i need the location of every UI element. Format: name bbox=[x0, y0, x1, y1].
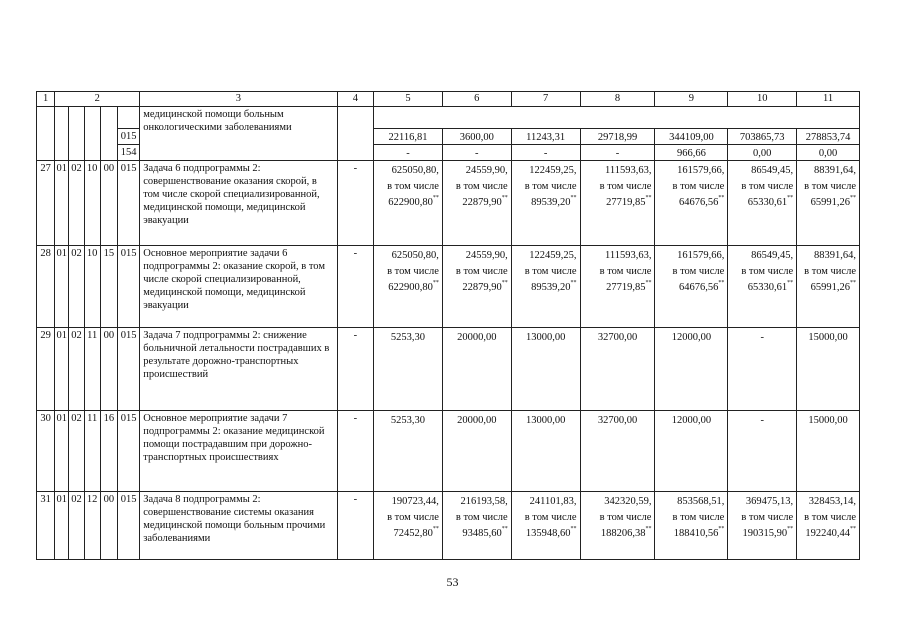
value-total: 32700,00 bbox=[597, 415, 638, 426]
footnote-mark: ** bbox=[501, 280, 508, 286]
value-total: 216193,58, bbox=[460, 496, 508, 507]
value-cell bbox=[442, 411, 511, 492]
table-row bbox=[37, 492, 860, 560]
value-including bbox=[375, 280, 439, 296]
continued-name: медицинской помощи больным онкологическими заболеваниями bbox=[140, 107, 337, 161]
value-including-label: в том числе bbox=[524, 266, 577, 277]
code-cell: 27 bbox=[37, 161, 55, 246]
code-cell: 11 bbox=[84, 328, 100, 411]
value-including-label: в том числе bbox=[455, 266, 508, 277]
value-total: 13000,00 bbox=[525, 415, 566, 426]
value-including-label: в том числе bbox=[455, 181, 508, 192]
value-including bbox=[729, 195, 793, 211]
value-including-label: в том числе bbox=[524, 181, 577, 192]
value-including bbox=[375, 195, 439, 211]
value-total: 12000,00 bbox=[671, 332, 712, 343]
footnote-mark: ** bbox=[570, 195, 577, 201]
value-cell bbox=[797, 161, 860, 246]
header-cell: 6 bbox=[442, 92, 511, 107]
footnote-mark: ** bbox=[645, 526, 652, 532]
footnote-mark: ** bbox=[787, 195, 794, 201]
code-cell: 11 bbox=[84, 411, 100, 492]
value-cell bbox=[374, 411, 443, 492]
code-cell: 01 bbox=[55, 328, 69, 411]
row-name: Задача 6 подпрограммы 2: совершенствование оказания скорой, в том числе скорой специализированной, медицинской помощи, медицинской эвакуации bbox=[140, 161, 337, 246]
value-cell: - bbox=[580, 145, 655, 161]
footnote-mark: ** bbox=[432, 195, 439, 201]
code-cell: 02 bbox=[69, 411, 84, 492]
value-cell bbox=[580, 328, 655, 411]
code-cell: 29 bbox=[37, 328, 55, 411]
value-including-amount: 22879,90 bbox=[462, 197, 502, 208]
value-including-amount: 188410,56 bbox=[673, 528, 719, 539]
value-including bbox=[444, 195, 508, 211]
value-including bbox=[656, 195, 724, 211]
code-cell: 015 bbox=[117, 246, 139, 328]
value-including bbox=[729, 526, 793, 542]
value-cell bbox=[511, 161, 580, 246]
value-cell bbox=[797, 246, 860, 328]
value-including-label: в том числе bbox=[672, 512, 725, 523]
value-cell: 0,00 bbox=[797, 145, 860, 161]
column-number-row bbox=[37, 92, 860, 107]
value-cell bbox=[580, 246, 655, 328]
code-cell: 015 bbox=[117, 492, 139, 560]
footnote-mark: ** bbox=[645, 280, 652, 286]
value-including bbox=[582, 195, 652, 211]
value-total: 20000,00 bbox=[457, 332, 497, 343]
row-name: Основное мероприятие задачи 6 подпрограммы 2: оказание скорой, в том числе скорой специализированной, медицинской помощи, медицинской эвакуации bbox=[140, 246, 337, 328]
value-cell bbox=[442, 246, 511, 328]
value-including-amount: 89539,20 bbox=[531, 282, 571, 293]
code-cell: 30 bbox=[37, 411, 55, 492]
value-including bbox=[656, 526, 724, 542]
value-including-amount: 622900,80 bbox=[388, 282, 433, 293]
code-cell: 015 bbox=[117, 161, 139, 246]
value-including-amount: 22879,90 bbox=[462, 282, 502, 293]
value-cell bbox=[442, 328, 511, 411]
value-including bbox=[444, 280, 508, 296]
value-including-label: в том числе bbox=[599, 266, 652, 277]
footnote-mark: ** bbox=[718, 526, 725, 532]
value-total: 161579,66, bbox=[677, 250, 725, 261]
table-row bbox=[37, 246, 860, 328]
value-cell bbox=[797, 492, 860, 560]
footnote-mark: ** bbox=[432, 526, 439, 532]
value-cell bbox=[655, 492, 728, 560]
value-including bbox=[444, 526, 508, 542]
row-name: Задача 8 подпрограммы 2: совершенствование системы оказания медицинской помощи больным прочими заболеваниями bbox=[140, 492, 337, 560]
value-total: 111593,63, bbox=[604, 165, 652, 176]
value-including-label: в том числе bbox=[524, 512, 577, 523]
value-including-label: в том числе bbox=[672, 266, 725, 277]
code-cell: 00 bbox=[100, 492, 117, 560]
value-including-amount: 188206,38 bbox=[600, 528, 646, 539]
value-cell bbox=[374, 246, 443, 328]
footnote-mark: ** bbox=[718, 280, 725, 286]
value-cell bbox=[728, 246, 797, 328]
value-including-amount: 72452,80 bbox=[393, 528, 433, 539]
footnote-mark: ** bbox=[850, 526, 856, 532]
code-cell: 00 bbox=[100, 161, 117, 246]
value-cell: - bbox=[374, 145, 443, 161]
value-including bbox=[798, 280, 856, 296]
value-cell: 3600,00 bbox=[442, 129, 511, 145]
value-total: 88391,64, bbox=[814, 250, 856, 261]
value-total: 342320,59, bbox=[604, 496, 652, 507]
value-total: 86549,45, bbox=[751, 165, 794, 176]
value-cell bbox=[511, 411, 580, 492]
footnote-mark: ** bbox=[570, 280, 577, 286]
footnote-mark: ** bbox=[850, 195, 856, 201]
value-including-label: в том числе bbox=[741, 266, 794, 277]
value-cell bbox=[374, 492, 443, 560]
code-cell: 015 bbox=[117, 129, 139, 145]
value-cell bbox=[655, 246, 728, 328]
value-including bbox=[798, 195, 856, 211]
value-including-amount: 65991,26 bbox=[810, 282, 850, 293]
value-including-label: в том числе bbox=[804, 181, 856, 192]
header-cell: 8 bbox=[580, 92, 655, 107]
value-cell: - bbox=[511, 145, 580, 161]
footnote-mark: ** bbox=[432, 280, 439, 286]
value-total: 241101,83, bbox=[529, 496, 577, 507]
code-cell: 16 bbox=[100, 411, 117, 492]
value-total: 853568,51, bbox=[677, 496, 725, 507]
value-cell bbox=[580, 411, 655, 492]
code-cell: 10 bbox=[84, 161, 100, 246]
value-cell bbox=[442, 492, 511, 560]
value-cell: 966,66 bbox=[655, 145, 728, 161]
value-cell bbox=[655, 161, 728, 246]
code-cell: 015 bbox=[117, 328, 139, 411]
value-including-label: в том числе bbox=[599, 181, 652, 192]
value-total: 625050,80, bbox=[391, 165, 439, 176]
value-including-label: в том числе bbox=[387, 266, 439, 277]
code-cell: 01 bbox=[55, 492, 69, 560]
value-including-amount: 622900,80 bbox=[388, 197, 433, 208]
value-cell bbox=[728, 492, 797, 560]
value-total: 12000,00 bbox=[671, 415, 712, 426]
continued-row-top bbox=[37, 107, 860, 129]
value-cell bbox=[511, 492, 580, 560]
value-cell bbox=[442, 161, 511, 246]
value-cell bbox=[728, 328, 797, 411]
value-total: - bbox=[760, 415, 764, 426]
value-including-label: в том числе bbox=[455, 512, 508, 523]
col4-cell: - bbox=[337, 246, 373, 328]
value-cell bbox=[728, 161, 797, 246]
header-cell: 1 bbox=[37, 92, 55, 107]
value-total: 32700,00 bbox=[597, 332, 638, 343]
code-cell: 31 bbox=[37, 492, 55, 560]
row-name: Основное мероприятие задачи 7 подпрограммы 2: оказание медицинской помощи пострадавшим при дорожно-транспортных происшествиях bbox=[140, 411, 337, 492]
code-cell: 015 bbox=[117, 411, 139, 492]
value-including-amount: 27719,85 bbox=[606, 197, 646, 208]
value-total: 15000,00 bbox=[808, 415, 848, 426]
value-cell bbox=[511, 246, 580, 328]
code-cell: 01 bbox=[55, 246, 69, 328]
value-including-amount: 135948,60 bbox=[525, 528, 571, 539]
value-total: 24559,90, bbox=[465, 250, 508, 261]
value-total: 111593,63, bbox=[604, 250, 652, 261]
value-cell bbox=[580, 161, 655, 246]
value-total: 369475,13, bbox=[745, 496, 794, 507]
header-cell: 10 bbox=[728, 92, 797, 107]
code-cell: 02 bbox=[69, 492, 84, 560]
footnote-mark: ** bbox=[787, 280, 794, 286]
value-total: 190723,44, bbox=[391, 496, 439, 507]
code-cell: 12 bbox=[84, 492, 100, 560]
value-cell bbox=[797, 411, 860, 492]
value-cell bbox=[374, 161, 443, 246]
page-number: 53 bbox=[446, 575, 459, 589]
header-cell: 7 bbox=[511, 92, 580, 107]
header-cell: 2 bbox=[55, 92, 140, 107]
value-including-amount: 64676,56 bbox=[678, 197, 719, 208]
col4-cell: - bbox=[337, 161, 373, 246]
value-including-amount: 89539,20 bbox=[531, 197, 571, 208]
value-cell bbox=[580, 492, 655, 560]
value-including-amount: 27719,85 bbox=[606, 282, 646, 293]
value-cell: 703865,73 bbox=[728, 129, 797, 145]
col4-cell: - bbox=[337, 411, 373, 492]
code-cell: 28 bbox=[37, 246, 55, 328]
value-cell: 11243,31 bbox=[511, 129, 580, 145]
value-cell: 22116,81 bbox=[374, 129, 443, 145]
value-including-label: в том числе bbox=[599, 512, 652, 523]
value-including-amount: 64676,56 bbox=[678, 282, 719, 293]
table-row bbox=[37, 328, 860, 411]
value-including-label: в том числе bbox=[804, 512, 856, 523]
value-including bbox=[798, 526, 856, 542]
value-including-label: в том числе bbox=[387, 512, 439, 523]
footnote-mark: ** bbox=[850, 280, 856, 286]
value-including-amount: 65330,61 bbox=[747, 282, 788, 293]
code-cell: 02 bbox=[69, 328, 84, 411]
value-including-amount: 190315,90 bbox=[742, 528, 788, 539]
value-total: 122459,25, bbox=[529, 165, 577, 176]
value-including bbox=[513, 280, 577, 296]
value-including-label: в том числе bbox=[672, 181, 725, 192]
footnote-mark: ** bbox=[570, 526, 577, 532]
col4-cell: - bbox=[337, 492, 373, 560]
value-cell: 278853,74 bbox=[797, 129, 860, 145]
header-cell: 5 bbox=[374, 92, 443, 107]
code-cell: 02 bbox=[69, 246, 84, 328]
value-including bbox=[375, 526, 439, 542]
value-total: - bbox=[760, 332, 764, 343]
code-cell: 15 bbox=[100, 246, 117, 328]
header-cell: 11 bbox=[797, 92, 860, 107]
value-including bbox=[656, 280, 724, 296]
col4-cell: - bbox=[337, 328, 373, 411]
value-including bbox=[582, 280, 652, 296]
footnote-mark: ** bbox=[718, 195, 725, 201]
value-including-amount: 65991,26 bbox=[810, 197, 850, 208]
value-including bbox=[513, 195, 577, 211]
code-cell: 00 bbox=[100, 328, 117, 411]
value-cell bbox=[797, 328, 860, 411]
value-including-label: в том числе bbox=[741, 512, 794, 523]
header-cell: 4 bbox=[337, 92, 373, 107]
budget-table bbox=[36, 91, 860, 560]
footnote-mark: ** bbox=[787, 526, 794, 532]
code-cell: 02 bbox=[69, 161, 84, 246]
value-including-label: в том числе bbox=[741, 181, 794, 192]
table-row bbox=[37, 161, 860, 246]
value-including-amount: 192240,44 bbox=[805, 528, 850, 539]
footnote-mark: ** bbox=[501, 195, 508, 201]
value-total: 122459,25, bbox=[529, 250, 577, 261]
value-total: 15000,00 bbox=[808, 332, 848, 343]
value-cell bbox=[511, 328, 580, 411]
value-total: 86549,45, bbox=[751, 250, 794, 261]
value-total: 24559,90, bbox=[465, 165, 508, 176]
value-cell: 344109,00 bbox=[655, 129, 728, 145]
value-total: 13000,00 bbox=[525, 332, 566, 343]
table-row bbox=[37, 411, 860, 492]
value-total: 88391,64, bbox=[814, 165, 856, 176]
value-including bbox=[582, 526, 652, 542]
value-total: 328453,14, bbox=[808, 496, 856, 507]
value-cell: 0,00 bbox=[728, 145, 797, 161]
value-cell: - bbox=[442, 145, 511, 161]
value-including-amount: 65330,61 bbox=[747, 197, 788, 208]
value-total: 20000,00 bbox=[457, 415, 497, 426]
value-total: 5253,30 bbox=[390, 415, 426, 426]
code-cell: 01 bbox=[55, 161, 69, 246]
value-including bbox=[729, 280, 793, 296]
value-including-label: в том числе bbox=[387, 181, 439, 192]
footnote-mark: ** bbox=[501, 526, 508, 532]
value-total: 625050,80, bbox=[391, 250, 439, 261]
code-cell: 10 bbox=[84, 246, 100, 328]
header-cell: 9 bbox=[655, 92, 728, 107]
value-cell bbox=[655, 411, 728, 492]
footnote-mark: ** bbox=[645, 195, 652, 201]
value-including-label: в том числе bbox=[804, 266, 856, 277]
value-including bbox=[513, 526, 577, 542]
value-total: 161579,66, bbox=[677, 165, 725, 176]
code-cell: 01 bbox=[55, 411, 69, 492]
value-including-amount: 93485,60 bbox=[462, 528, 502, 539]
value-total: 5253,30 bbox=[390, 332, 426, 343]
value-cell: 29718,99 bbox=[580, 129, 655, 145]
row-name: Задача 7 подпрограммы 2: снижение больничной летальности пострадавших в результате дорожно-транспортных происшествий bbox=[140, 328, 337, 411]
value-cell bbox=[728, 411, 797, 492]
value-cell bbox=[655, 328, 728, 411]
header-cell: 3 bbox=[140, 92, 337, 107]
value-cell bbox=[374, 328, 443, 411]
code-cell: 154 bbox=[117, 145, 139, 161]
